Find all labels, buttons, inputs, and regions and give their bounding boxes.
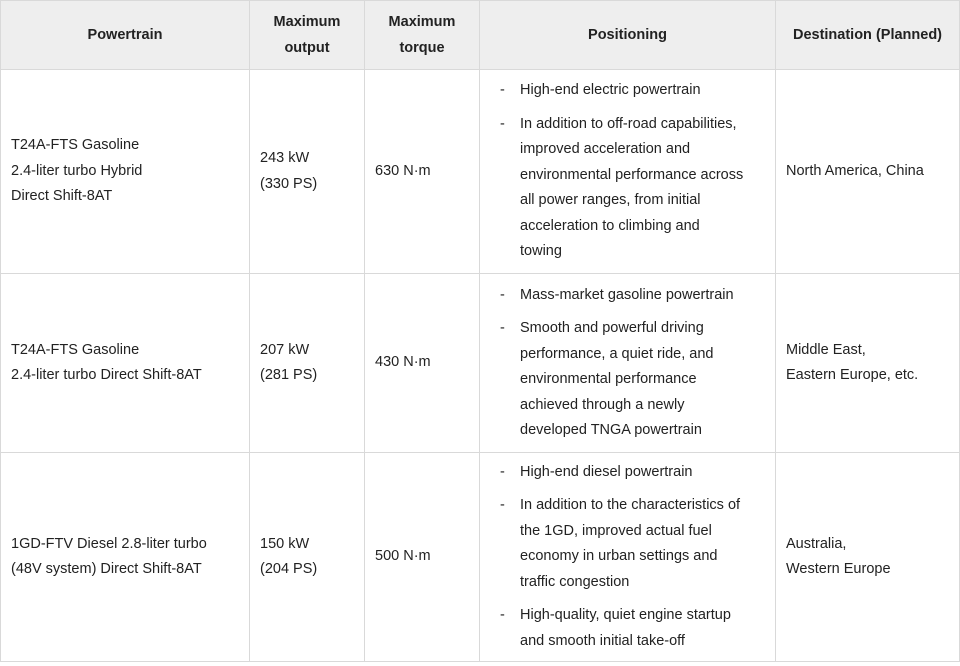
- powertrain-cell: T24A-FTS Gasoline 2.4-liter turbo Hybrid Direct Shift-8AT: [1, 70, 250, 274]
- positioning-cell: [480, 453, 776, 662]
- torque-cell: 630 N·m: [365, 70, 480, 274]
- output-cell: 207 kW (281 PS): [250, 274, 365, 453]
- powertrain-cell: T24A-FTS Gasoline 2.4-liter turbo Direct Shift-8AT: [1, 274, 250, 453]
- table-row: [1, 70, 960, 274]
- positioning-item: - High-quality, quiet engine startup and smooth initial take-off: [500, 603, 767, 654]
- powertrain-cell: 1GD-FTV Diesel 2.8-liter turbo (48V system) Direct Shift-8AT: [1, 453, 250, 662]
- output-cell: 150 kW (204 PS): [250, 453, 365, 662]
- positioning-item: - In addition to off-road capabilities, improved acceleration and environmental performance across all power ranges, from initial acceleration to climbing and towing: [500, 112, 767, 265]
- positioning-item: - High-end diesel powertrain: [500, 460, 767, 486]
- table-row: [1, 453, 960, 662]
- torque-cell: 430 N·m: [365, 274, 480, 453]
- table-row: [1, 274, 960, 453]
- header-maximum-output: Maximum output: [250, 1, 365, 70]
- header-powertrain: Powertrain: [1, 1, 250, 70]
- positioning-cell: [480, 70, 776, 274]
- positioning-cell: [480, 274, 776, 453]
- positioning-item: - Mass-market gasoline powertrain: [500, 283, 767, 309]
- torque-cell: 500 N·m: [365, 453, 480, 662]
- positioning-item: - Smooth and powerful driving performance, a quiet ride, and environmental performance achieved through a newly developed TNGA powertrain: [500, 316, 767, 444]
- header-destination: Destination (Planned): [776, 1, 960, 70]
- header-maximum-torque: Maximum torque: [365, 1, 480, 70]
- destination-cell: North America, China: [776, 70, 960, 274]
- output-cell: 243 kW (330 PS): [250, 70, 365, 274]
- positioning-item: - High-end electric powertrain: [500, 78, 767, 104]
- destination-cell: Australia, Western Europe: [776, 453, 960, 662]
- header-positioning: Positioning: [480, 1, 776, 70]
- destination-cell: Middle East, Eastern Europe, etc.: [776, 274, 960, 453]
- header-row: [1, 1, 960, 70]
- positioning-item: - In addition to the characteristics of the 1GD, improved actual fuel economy in urban settings and traffic congestion: [500, 493, 767, 595]
